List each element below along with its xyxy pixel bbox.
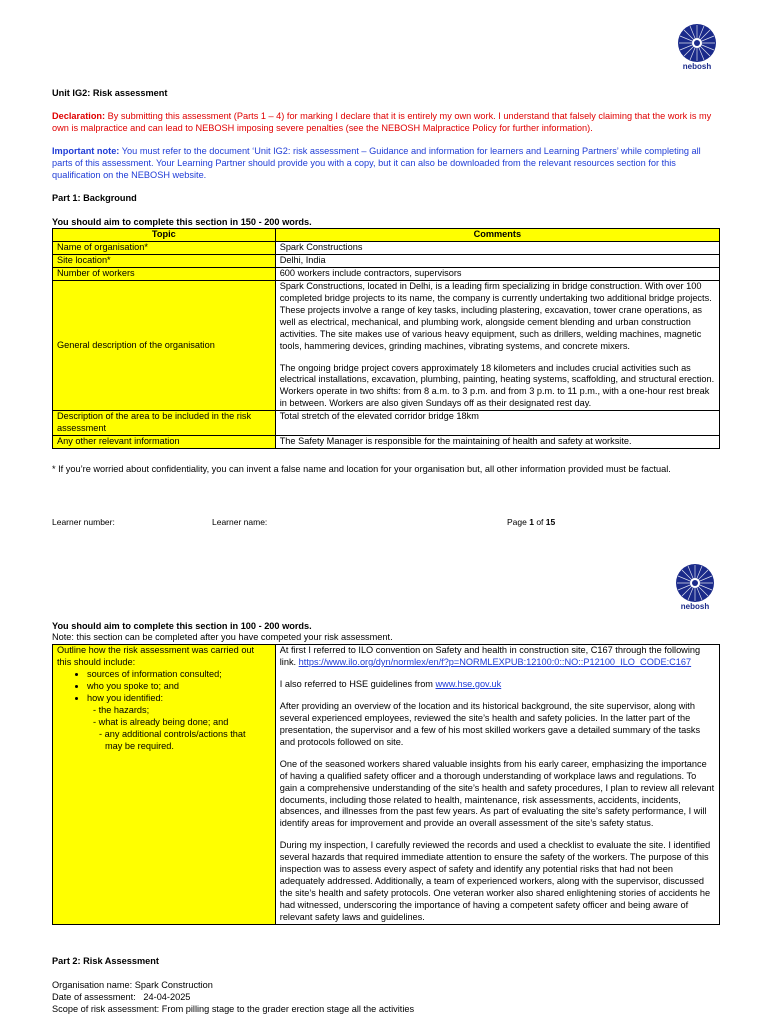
prompt-list <box>57 669 271 705</box>
page-current: 1 <box>529 517 534 527</box>
row-comment <box>275 280 719 411</box>
sub-item: may be required. <box>105 740 174 751</box>
table-row <box>53 280 720 411</box>
table-row <box>53 254 720 267</box>
col-topic: Topic <box>53 229 276 242</box>
globe-icon <box>676 22 718 64</box>
note-text: You must refer to the document ‘Unit IG2: risk assessment – Guidance and information for learners and Learning Partners’ while completing all parts of this assessment. Your Learning Partner should provide you with a copy, but it can also be downloaded from the relevant resources section for this qualification on the NEBOSH website. <box>52 146 701 180</box>
table-row <box>53 645 720 925</box>
table-row <box>53 267 720 280</box>
declaration-label: Declaration: <box>52 111 106 121</box>
date-label: Date of assessment: <box>52 992 136 1002</box>
part1b-aim: You should aim to complete this section in 100 - 200 words. <box>52 621 312 631</box>
part1-aim: You should aim to complete this section in 150 - 200 words. <box>52 217 312 227</box>
row-topic: Site location* <box>53 254 276 267</box>
background-table <box>52 228 720 449</box>
part2-title: Part 2: Risk Assessment <box>52 956 159 966</box>
table-header-row <box>53 229 720 242</box>
list-item: • how you identified: <box>87 693 271 705</box>
response-paragraph: During my inspection, I carefully reviewed the records and used a checklist to evaluate the site. I identified several hazards that required immediate attention to ensure the safety of the workers. The purpose of this inspection was to assess every aspect of safety and identify any potential risks that had not been adequately addressed. Additionally, a team of experienced workers, along with the supervisor, discussed the site’s health and safety protocols. One veteran worker also shared enlightening stories of accidents he had witnessed, underscoring the importance of having a competent safety officer and being aware of relevant safety laws and guidelines. <box>279 840 711 923</box>
learner-name-label: Learner name: <box>212 517 268 527</box>
assessment-date <box>52 992 720 1004</box>
row-comment: Delhi, India <box>275 254 719 267</box>
page-total: 15 <box>545 517 556 527</box>
hse-link[interactable]: www.hse.gov.uk <box>435 678 502 689</box>
logo-text: nebosh <box>682 62 712 71</box>
important-note <box>52 146 720 182</box>
footnote: * If you’re worried about confidentiality, you can invent a false name and location for your organisation but, all other information provided must be factual. <box>52 464 671 474</box>
page-number <box>507 517 555 528</box>
methodology-prompt <box>53 645 276 925</box>
unit-title: Unit IG2: Risk assessment <box>52 88 168 98</box>
methodology-response <box>275 645 719 925</box>
response-text: I also referred to HSE guidelines from <box>279 678 436 689</box>
col-comments: Comments <box>275 229 719 242</box>
row-topic: Number of workers <box>53 267 276 280</box>
list-item: • sources of information consulted; <box>87 669 271 681</box>
response-paragraph <box>280 645 715 669</box>
nebosh-logo <box>669 562 721 612</box>
row-topic: Name of organisation* <box>53 241 276 254</box>
response-paragraph: After providing an overview of the location and its historical background, the site supervisor, along with several experienced employees, reviewed the site’s health and safety policies. In the latter part of the presentation, the supervisor and a few of his most skilled workers gave a detailed summary of the tasks and protocols followed on site. <box>279 700 701 747</box>
response-text: At first I referred to ILO convention on Safety and health in construction site, C167 through the following link. <box>279 645 701 667</box>
globe-icon <box>674 562 716 604</box>
learner-number-label: Learner number: <box>52 517 115 527</box>
response-paragraph: One of the seasoned workers shared valuable insights from his early career, emphasizing the importance of having a qualified safety officer and a thorough understanding of workplace laws and regulations. To gain a comprehensive understanding of the site’s health and safety procedures, I plan to review all relevant documents, including those related to health, maintenance, risk assessments, accidents, incidents, absences, and illnesses from the past few years. As part of evaluating the site’s safety performance, I will identify areas for improvement and provide an overall assessment of the site’s safety status. <box>279 758 715 829</box>
methodology-table-wrap <box>52 644 720 925</box>
description-paragraph: Spark Constructions, located in Delhi, is a leading firm specializing in bridge construction. With over 100 completed bridge projects to its name, the company is currently undertaking two additional bridge projects. These projects involve a range of key tasks, including plastering, excavation, tower crane operations, as well as electrical, mechanical, and plumbing work, alongside cement blending and urban construction activities. The site makes use of various heavy equipment, such as drillers, welding machines, magnetic tools, hammering devices, grinding machines, vibrating systems, and concrete mixers. <box>279 280 712 351</box>
row-comment: Spark Constructions <box>275 241 719 254</box>
list-item: • who you spoke to; and <box>87 681 271 693</box>
logo-text: nebosh <box>680 602 710 611</box>
methodology-table <box>52 644 720 925</box>
table-row <box>53 411 720 436</box>
part1b-note: Note: this section can be completed after you have competed your risk assessment. <box>52 632 393 642</box>
assessment-scope: Scope of risk assessment: From pilling stage to the grader erection stage all the activities <box>52 1004 415 1014</box>
sub-item: - any additional controls/actions that <box>99 728 246 739</box>
background-table-wrap <box>52 228 720 449</box>
note-label: Important note: <box>52 146 120 156</box>
row-comment: The Safety Manager is responsible for the maintaining of health and safety at worksite. <box>275 436 719 449</box>
row-topic: Any other relevant information <box>53 436 276 449</box>
response-paragraph <box>280 679 715 691</box>
row-topic: General description of the organisation <box>53 280 276 411</box>
row-comment: 600 workers include contractors, supervisors <box>275 267 719 280</box>
description-paragraph: The ongoing bridge project covers approximately 18 kilometers and includes crucial activities such as electrical installations, excavation, plumbing, painting, heating systems, scaffolding, and structural erection. Workers operate in two shifts: from 8 a.m. to 3 p.m. and from 3 p.m. to 11 p.m., with a one-hour rest break in between. Workers are also given Sundays off as their designated rest day. <box>279 362 715 409</box>
part1-title: Part 1: Background <box>52 193 137 203</box>
row-topic: Description of the area to be included in the risk assessment <box>53 411 276 436</box>
row-comment: Total stretch of the elevated corridor bridge 18km <box>275 411 719 436</box>
ilo-link[interactable]: https://www.ilo.org/dyn/normlex/en/f?p=NORMLEXPUB:12100:0::NO::P12100_ILO_CODE:C167 <box>298 656 692 667</box>
sub-item: - the hazards; <box>93 704 150 715</box>
table-row <box>53 241 720 254</box>
prompt-intro: Outline how the risk assessment was carried out this should include: <box>57 645 255 667</box>
sub-item: - what is already being done; and <box>93 716 229 727</box>
page-of: of <box>533 517 546 527</box>
table-row <box>53 436 720 449</box>
page-prefix: Page <box>507 517 530 527</box>
organisation-name: Organisation name: Spark Construction <box>52 980 213 990</box>
declaration-text: By submitting this assessment (Parts 1 – 4) for marking I declare that it is entirely my own work. I understand that falsely claiming that the work is my own is malpractice and can lead to NEBOSH imposing severe penalties (see the NEBOSH Malpractice Policy for further information). <box>52 111 712 133</box>
declaration <box>52 111 720 135</box>
nebosh-logo <box>671 22 723 72</box>
date-value: 24-04-2025 <box>143 992 191 1002</box>
